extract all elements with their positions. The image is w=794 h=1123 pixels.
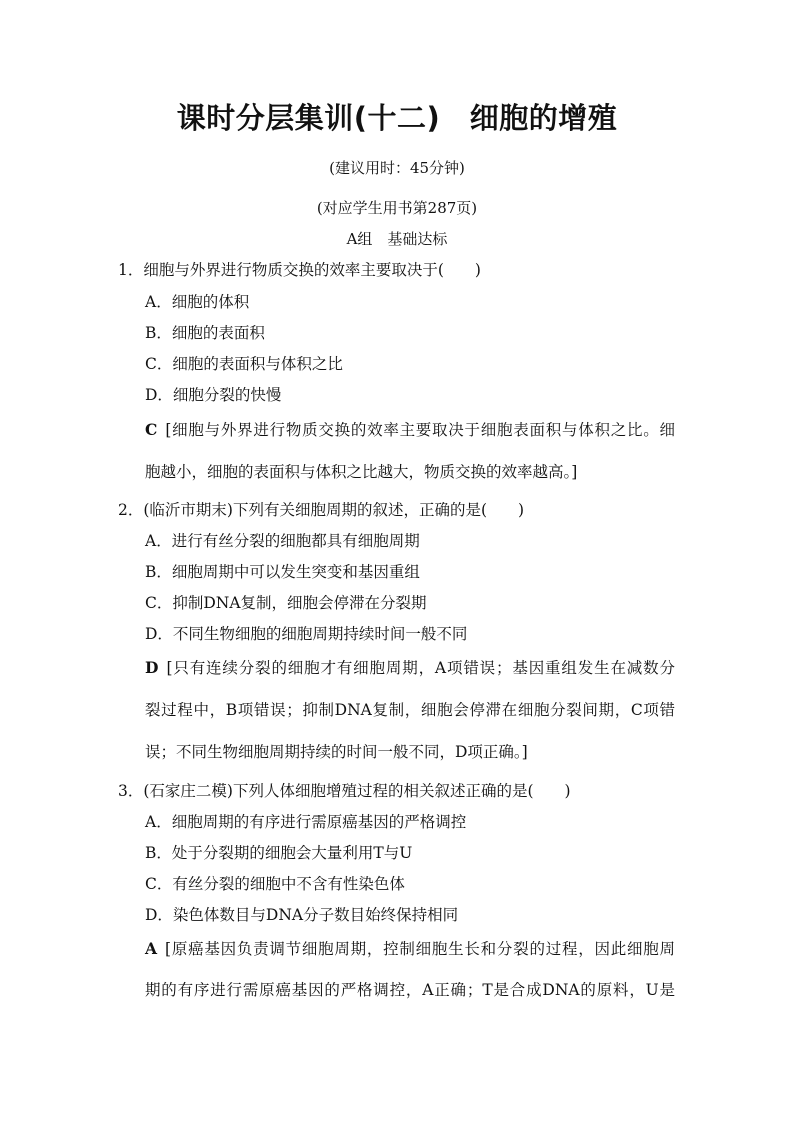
time-note: (建议用时：45分钟) [329, 159, 465, 177]
question-2-answer-line-2: 裂过程中，B项错误；抑制DNA复制，细胞会停滞在细胞分裂间期，C项错 [145, 701, 675, 719]
group-heading: A组 基础达标 [346, 230, 448, 248]
question-3-answer-line-2: 期的有序进行需原癌基因的严格调控，A正确；T是合成DNA的原料，U是 [145, 981, 675, 999]
page-title: 课时分层集训(十二) 细胞的增殖 [176, 101, 618, 135]
question-1-answer-line-2: 胞越小，细胞的表面积与体积之比越大，物质交换的效率越高。] [145, 463, 578, 481]
question-3-option-a: A．细胞周期的有序进行需原癌基因的严格调控 [145, 813, 467, 831]
question-3-answer-letter: A [145, 939, 158, 958]
question-1-option-c: C．细胞的表面积与体积之比 [145, 355, 343, 373]
question-2-stem: 2．(临沂市期末)下列有关细胞周期的叙述，正确的是( ) [118, 501, 525, 519]
question-3-option-c: C．有丝分裂的细胞中不含有性染色体 [145, 875, 405, 893]
question-2-option-c: C．抑制DNA复制，细胞会停滞在分裂期 [145, 594, 427, 612]
question-1-option-b: B．细胞的表面积 [145, 324, 265, 342]
question-1-option-d: D．细胞分裂的快慢 [145, 386, 282, 404]
question-3-answer-line-1 [145, 937, 675, 959]
question-1-answer-letter: C [145, 420, 158, 439]
question-1-stem: 1．细胞与外界进行物质交换的效率主要取决于( ) [118, 261, 481, 279]
question-1-answer-text: [细胞与外界进行物质交换的效率主要取决于细胞表面积与体积之比。细 [165, 421, 675, 439]
question-3-option-b: B．处于分裂期的细胞会大量利用T与U [145, 844, 413, 862]
question-2-answer-line-1 [145, 656, 675, 678]
question-3-option-d: D．染色体数目与DNA分子数目始终保持相同 [145, 906, 459, 924]
question-3-answer-text: [原癌基因负责调节细胞周期，控制细胞生长和分裂的过程，因此细胞周 [165, 940, 675, 958]
question-1-answer-line-1 [145, 418, 675, 440]
question-1-option-a: A．细胞的体积 [145, 293, 250, 311]
question-3-stem: 3．(石家庄二模)下列人体细胞增殖过程的相关叙述正确的是( ) [118, 782, 571, 800]
question-2-option-b: B．细胞周期中可以发生突变和基因重组 [145, 563, 420, 581]
question-2-option-d: D．不同生物细胞的细胞周期持续时间一般不同 [145, 625, 468, 643]
question-2-answer-letter: D [145, 658, 159, 677]
question-2-answer-line-3: 误；不同生物细胞周期持续的时间一般不同，D项正确。] [145, 743, 528, 761]
page-reference: (对应学生用书第287页) [316, 199, 478, 217]
question-2-answer-text: [只有连续分裂的细胞才有细胞周期，A项错误；基因重组发生在减数分 [166, 659, 675, 677]
question-2-option-a: A．进行有丝分裂的细胞都具有细胞周期 [145, 532, 420, 550]
